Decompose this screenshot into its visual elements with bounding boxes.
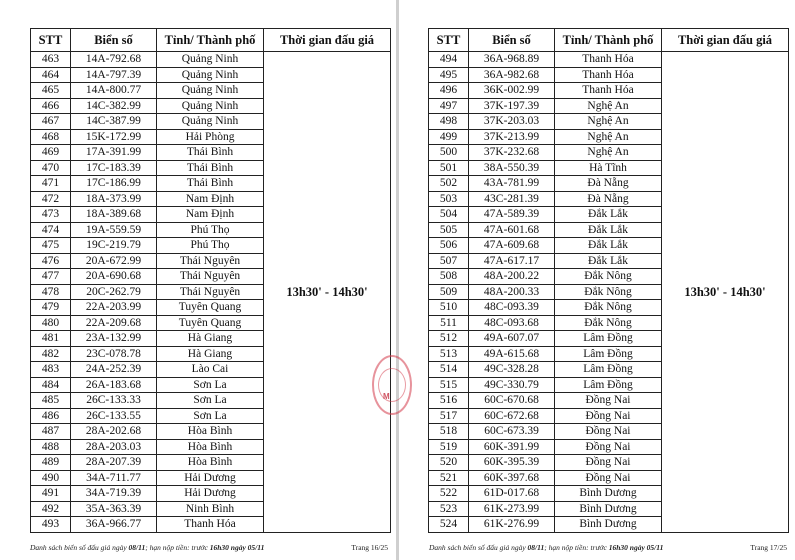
cell-stt: 471 bbox=[31, 176, 71, 192]
cell-stt: 499 bbox=[429, 129, 469, 145]
table-row bbox=[31, 52, 391, 68]
cell-plate: 47A-589.39 bbox=[469, 207, 555, 223]
cell-plate: 38A-550.39 bbox=[469, 160, 555, 176]
cell-plate: 24A-252.39 bbox=[71, 362, 157, 378]
page-number-right: Trang 17/25 bbox=[750, 543, 787, 552]
cell-plate: 48C-093.39 bbox=[469, 300, 555, 316]
cell-stt: 515 bbox=[429, 377, 469, 393]
cell-plate: 49A-607.07 bbox=[469, 331, 555, 347]
plate-table-left bbox=[30, 28, 391, 533]
footer-note-left bbox=[30, 543, 264, 552]
cell-stt: 521 bbox=[429, 470, 469, 486]
cell-plate: 36A-982.68 bbox=[469, 67, 555, 83]
table-header-row bbox=[429, 29, 789, 52]
cell-city: Bình Dương bbox=[555, 501, 662, 517]
cell-city: Đồng Nai bbox=[555, 470, 662, 486]
header-plate: Biển số bbox=[71, 29, 157, 52]
cell-stt: 473 bbox=[31, 207, 71, 223]
cell-city: Đồng Nai bbox=[555, 393, 662, 409]
cell-city: Đồng Nai bbox=[555, 455, 662, 471]
table-body-left bbox=[31, 52, 391, 533]
cell-stt: 468 bbox=[31, 129, 71, 145]
cell-plate: 60C-670.68 bbox=[469, 393, 555, 409]
cell-plate: 60K-395.39 bbox=[469, 455, 555, 471]
cell-plate: 14A-800.77 bbox=[71, 83, 157, 99]
cell-city: Hà Giang bbox=[157, 331, 264, 347]
cell-city: Nghệ An bbox=[555, 98, 662, 114]
cell-stt: 509 bbox=[429, 284, 469, 300]
cell-city: Đắk Nông bbox=[555, 284, 662, 300]
cell-plate: 60C-673.39 bbox=[469, 424, 555, 440]
cell-plate: 23C-078.78 bbox=[71, 346, 157, 362]
cell-city: Hà Giang bbox=[157, 346, 264, 362]
document-page-right bbox=[399, 0, 795, 560]
cell-city: Nam Định bbox=[157, 191, 264, 207]
cell-plate: 22A-209.68 bbox=[71, 315, 157, 331]
cell-stt: 477 bbox=[31, 269, 71, 285]
cell-plate: 48A-200.22 bbox=[469, 269, 555, 285]
cell-stt: 498 bbox=[429, 114, 469, 130]
cell-plate: 22A-203.99 bbox=[71, 300, 157, 316]
header-city: Tỉnh/ Thành phố bbox=[157, 29, 264, 52]
cell-city: Thanh Hóa bbox=[157, 517, 264, 533]
cell-stt: 524 bbox=[429, 517, 469, 533]
cell-stt: 504 bbox=[429, 207, 469, 223]
cell-city: Thái Bình bbox=[157, 145, 264, 161]
cell-city: Đồng Nai bbox=[555, 439, 662, 455]
cell-plate: 17A-391.99 bbox=[71, 145, 157, 161]
footer-auction-date: 08/11 bbox=[527, 543, 545, 552]
cell-city: Đồng Nai bbox=[555, 408, 662, 424]
cell-plate: 60K-397.68 bbox=[469, 470, 555, 486]
cell-stt: 512 bbox=[429, 331, 469, 347]
cell-city: Đồng Nai bbox=[555, 424, 662, 440]
cell-city: Đắk Lắk bbox=[555, 207, 662, 223]
cell-stt: 472 bbox=[31, 191, 71, 207]
cell-plate: 36A-968.89 bbox=[469, 52, 555, 68]
cell-plate: 47A-617.17 bbox=[469, 253, 555, 269]
cell-stt: 520 bbox=[429, 455, 469, 471]
cell-plate: 20A-672.99 bbox=[71, 253, 157, 269]
cell-plate: 47A-601.68 bbox=[469, 222, 555, 238]
cell-plate: 34A-719.39 bbox=[71, 486, 157, 502]
cell-city: Thái Nguyên bbox=[157, 253, 264, 269]
header-time: Thời gian đấu giá bbox=[662, 29, 789, 52]
cell-plate: 36A-966.77 bbox=[71, 517, 157, 533]
cell-stt: 513 bbox=[429, 346, 469, 362]
cell-city: Đắk Lắk bbox=[555, 238, 662, 254]
page-number-left: Trang 16/25 bbox=[351, 543, 388, 552]
cell-plate: 60K-391.99 bbox=[469, 439, 555, 455]
cell-stt: 479 bbox=[31, 300, 71, 316]
cell-stt: 478 bbox=[31, 284, 71, 300]
cell-stt: 500 bbox=[429, 145, 469, 161]
cell-plate: 26C-133.33 bbox=[71, 393, 157, 409]
header-plate: Biển số bbox=[469, 29, 555, 52]
cell-plate: 18A-373.99 bbox=[71, 191, 157, 207]
cell-stt: 511 bbox=[429, 315, 469, 331]
cell-stt: 495 bbox=[429, 67, 469, 83]
cell-city: Bình Dương bbox=[555, 517, 662, 533]
cell-city: Quảng Ninh bbox=[157, 98, 264, 114]
cell-city: Hòa Bình bbox=[157, 439, 264, 455]
cell-stt: 489 bbox=[31, 455, 71, 471]
cell-stt: 494 bbox=[429, 52, 469, 68]
cell-city: Thái Bình bbox=[157, 176, 264, 192]
cell-city: Thanh Hóa bbox=[555, 67, 662, 83]
cell-stt: 503 bbox=[429, 191, 469, 207]
cell-plate: 14A-797.39 bbox=[71, 67, 157, 83]
cell-plate: 35A-363.39 bbox=[71, 501, 157, 517]
cell-city: Phú Thọ bbox=[157, 222, 264, 238]
cell-stt: 496 bbox=[429, 83, 469, 99]
cell-city: Hải Dương bbox=[157, 486, 264, 502]
cell-city: Thái Nguyên bbox=[157, 284, 264, 300]
cell-plate: 26A-183.68 bbox=[71, 377, 157, 393]
header-city: Tỉnh/ Thành phố bbox=[555, 29, 662, 52]
cell-plate: 17C-186.99 bbox=[71, 176, 157, 192]
cell-plate: 48A-200.33 bbox=[469, 284, 555, 300]
cell-stt: 487 bbox=[31, 424, 71, 440]
table-header-row bbox=[31, 29, 391, 52]
cell-plate: 19C-219.79 bbox=[71, 238, 157, 254]
cell-plate: 20C-262.79 bbox=[71, 284, 157, 300]
table-row bbox=[429, 52, 789, 68]
cell-plate: 14A-792.68 bbox=[71, 52, 157, 68]
cell-city: Hải Dương bbox=[157, 470, 264, 486]
cell-stt: 490 bbox=[31, 470, 71, 486]
document-page-left bbox=[0, 0, 396, 560]
cell-stt: 463 bbox=[31, 52, 71, 68]
cell-city: Thanh Hóa bbox=[555, 52, 662, 68]
cell-stt: 474 bbox=[31, 222, 71, 238]
cell-city: Ninh Bình bbox=[157, 501, 264, 517]
cell-stt: 481 bbox=[31, 331, 71, 347]
cell-stt: 522 bbox=[429, 486, 469, 502]
cell-plate: 37K-213.99 bbox=[469, 129, 555, 145]
cell-plate: 28A-202.68 bbox=[71, 424, 157, 440]
cell-plate: 47A-609.68 bbox=[469, 238, 555, 254]
cell-stt: 502 bbox=[429, 176, 469, 192]
cell-stt: 510 bbox=[429, 300, 469, 316]
cell-stt: 466 bbox=[31, 98, 71, 114]
cell-stt: 519 bbox=[429, 439, 469, 455]
plate-table-right bbox=[428, 28, 789, 533]
footer-deadline: 16h30 ngày 05/11 bbox=[608, 543, 664, 552]
cell-stt: 482 bbox=[31, 346, 71, 362]
cell-city: Đắk Nông bbox=[555, 315, 662, 331]
cell-stt: 480 bbox=[31, 315, 71, 331]
cell-stt: 505 bbox=[429, 222, 469, 238]
cell-city: Đắk Nông bbox=[555, 269, 662, 285]
cell-city: Quảng Ninh bbox=[157, 67, 264, 83]
cell-city: Nghệ An bbox=[555, 114, 662, 130]
cell-city: Lâm Đồng bbox=[555, 362, 662, 378]
cell-city: Thái Nguyên bbox=[157, 269, 264, 285]
cell-auction-time: 13h30' - 14h30' bbox=[264, 52, 391, 533]
cell-city: Nghệ An bbox=[555, 129, 662, 145]
cell-plate: 36K-002.99 bbox=[469, 83, 555, 99]
cell-stt: 467 bbox=[31, 114, 71, 130]
cell-stt: 523 bbox=[429, 501, 469, 517]
footer-note-right bbox=[429, 543, 663, 552]
cell-stt: 470 bbox=[31, 160, 71, 176]
footer-prefix: Danh sách biển số đấu giá ngày bbox=[429, 543, 526, 552]
cell-plate: 23A-132.99 bbox=[71, 331, 157, 347]
cell-plate: 18A-389.68 bbox=[71, 207, 157, 223]
cell-city: Lâm Đồng bbox=[555, 331, 662, 347]
cell-city: Đà Nẵng bbox=[555, 176, 662, 192]
cell-city: Sơn La bbox=[157, 377, 264, 393]
cell-stt: 484 bbox=[31, 377, 71, 393]
cell-plate: 14C-382.99 bbox=[71, 98, 157, 114]
cell-stt: 485 bbox=[31, 393, 71, 409]
cell-city: Phú Thọ bbox=[157, 238, 264, 254]
cell-plate: 14C-387.99 bbox=[71, 114, 157, 130]
cell-plate: 60C-672.68 bbox=[469, 408, 555, 424]
header-stt: STT bbox=[31, 29, 71, 52]
cell-auction-time: 13h30' - 14h30' bbox=[662, 52, 789, 533]
cell-city: Quảng Ninh bbox=[157, 83, 264, 99]
cell-stt: 469 bbox=[31, 145, 71, 161]
cell-plate: 28A-203.03 bbox=[71, 439, 157, 455]
cell-city: Tuyên Quang bbox=[157, 300, 264, 316]
cell-plate: 61D-017.68 bbox=[469, 486, 555, 502]
cell-plate: 48C-093.68 bbox=[469, 315, 555, 331]
cell-stt: 508 bbox=[429, 269, 469, 285]
cell-city: Đắk Nông bbox=[555, 300, 662, 316]
header-stt: STT bbox=[429, 29, 469, 52]
cell-plate: 28A-207.39 bbox=[71, 455, 157, 471]
cell-stt: 464 bbox=[31, 67, 71, 83]
cell-city: Đắk Lắk bbox=[555, 253, 662, 269]
cell-stt: 483 bbox=[31, 362, 71, 378]
cell-plate: 34A-711.77 bbox=[71, 470, 157, 486]
cell-plate: 37K-197.39 bbox=[469, 98, 555, 114]
cell-stt: 514 bbox=[429, 362, 469, 378]
footer-deadline: 16h30 ngày 05/11 bbox=[209, 543, 265, 552]
cell-stt: 501 bbox=[429, 160, 469, 176]
footer-middle: ; hạn nộp tiền: trước bbox=[145, 543, 208, 552]
cell-stt: 493 bbox=[31, 517, 71, 533]
cell-plate: 37K-203.03 bbox=[469, 114, 555, 130]
cell-stt: 491 bbox=[31, 486, 71, 502]
cell-plate: 49C-328.28 bbox=[469, 362, 555, 378]
cell-plate: 26C-133.55 bbox=[71, 408, 157, 424]
cell-city: Lâm Đồng bbox=[555, 377, 662, 393]
cell-city: Hòa Bình bbox=[157, 424, 264, 440]
cell-plate: 17C-183.39 bbox=[71, 160, 157, 176]
table-body-right bbox=[429, 52, 789, 533]
cell-city: Lào Cai bbox=[157, 362, 264, 378]
cell-plate: 19A-559.59 bbox=[71, 222, 157, 238]
header-time: Thời gian đấu giá bbox=[264, 29, 391, 52]
cell-plate: 37K-232.68 bbox=[469, 145, 555, 161]
cell-plate: 43C-281.39 bbox=[469, 191, 555, 207]
cell-stt: 518 bbox=[429, 424, 469, 440]
cell-stt: 507 bbox=[429, 253, 469, 269]
cell-stt: 517 bbox=[429, 408, 469, 424]
cell-stt: 488 bbox=[31, 439, 71, 455]
cell-plate: 61K-273.99 bbox=[469, 501, 555, 517]
cell-stt: 516 bbox=[429, 393, 469, 409]
cell-stt: 475 bbox=[31, 238, 71, 254]
cell-city: Thái Bình bbox=[157, 160, 264, 176]
cell-stt: 486 bbox=[31, 408, 71, 424]
footer-auction-date: 08/11 bbox=[128, 543, 146, 552]
cell-city: Hải Phòng bbox=[157, 129, 264, 145]
cell-city: Lâm Đồng bbox=[555, 346, 662, 362]
cell-city: Quảng Ninh bbox=[157, 114, 264, 130]
cell-city: Sơn La bbox=[157, 393, 264, 409]
footer-prefix: Danh sách biển số đấu giá ngày bbox=[30, 543, 127, 552]
cell-city: Tuyên Quang bbox=[157, 315, 264, 331]
cell-stt: 506 bbox=[429, 238, 469, 254]
cell-city: Thanh Hóa bbox=[555, 83, 662, 99]
cell-city: Bình Dương bbox=[555, 486, 662, 502]
cell-plate: 15K-172.99 bbox=[71, 129, 157, 145]
cell-city: Hà Tĩnh bbox=[555, 160, 662, 176]
cell-plate: 43A-781.99 bbox=[469, 176, 555, 192]
cell-city: Nam Định bbox=[157, 207, 264, 223]
cell-plate: 49A-615.68 bbox=[469, 346, 555, 362]
cell-plate: 49C-330.79 bbox=[469, 377, 555, 393]
cell-stt: 476 bbox=[31, 253, 71, 269]
cell-city: Sơn La bbox=[157, 408, 264, 424]
cell-stt: 492 bbox=[31, 501, 71, 517]
cell-stt: 465 bbox=[31, 83, 71, 99]
cell-city: Hòa Bình bbox=[157, 455, 264, 471]
red-seal-stamp-letter: M bbox=[383, 392, 390, 401]
cell-stt: 497 bbox=[429, 98, 469, 114]
footer-middle: ; hạn nộp tiền: trước bbox=[544, 543, 607, 552]
cell-city: Quảng Ninh bbox=[157, 52, 264, 68]
cell-city: Nghệ An bbox=[555, 145, 662, 161]
cell-plate: 61K-276.99 bbox=[469, 517, 555, 533]
cell-city: Đà Nẵng bbox=[555, 191, 662, 207]
cell-city: Đắk Lắk bbox=[555, 222, 662, 238]
cell-plate: 20A-690.68 bbox=[71, 269, 157, 285]
